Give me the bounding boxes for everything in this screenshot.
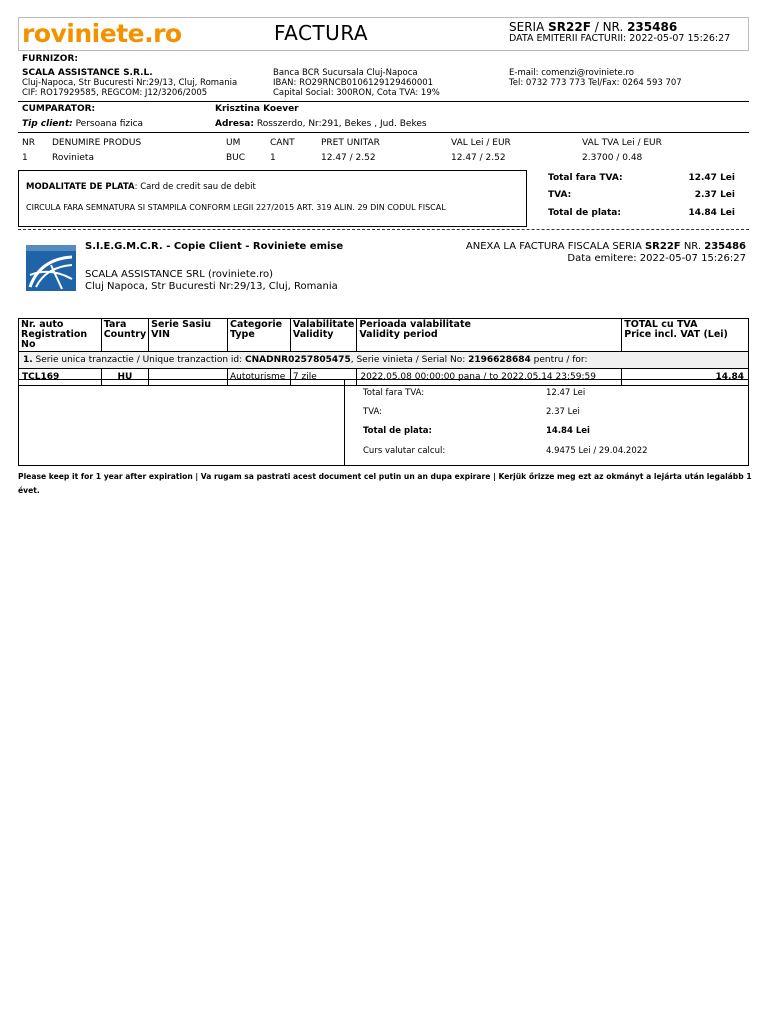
vat-label: TVA: [548,190,572,200]
product-um: BUC [226,153,246,163]
product-value: 12.47 / 2.52 [451,153,506,163]
th-period: Perioada valabilitate Validity period [357,319,622,352]
total-payable-value: 14.84 Lei [688,208,735,218]
summary-divider [344,379,345,466]
th-validity: Valabilitate Validity [290,319,356,352]
invoice-title: FACTURA [274,21,369,45]
cell-total: 14.84 [622,369,749,386]
cnadnr-logo-icon [26,245,76,291]
anexa-date: Data emitere: 2022-05-07 15:26:27 [567,253,746,264]
product-name: Rovinieta [52,153,94,163]
summary-vat-value: 2.37 Lei [546,407,580,417]
th-vin: Serie Sasiu VIN [149,319,228,352]
retention-note: Please keep it for 1 year after expiration | Va rugam sa pastrati acest document cel putin un an dupa expirare | Kerjük őrizze meg ezt az okmányt a lejárta után legalább 1 évet. [18,472,752,495]
th-registration: Nr. auto Registration No [19,319,102,352]
furnizor-email: E-mail: comenzi@roviniete.ro [509,68,634,78]
th-country: Tara Country [101,319,148,352]
product-price: 12.47 / 2.52 [321,153,376,163]
total-no-vat-label: Total fara TVA: [548,173,623,183]
table-header-row [19,319,749,352]
furnizor-bank: Banca BCR Sucursala Cluj-Napoca [273,68,418,78]
cell-type: Autoturisme [228,369,291,386]
cumparator-label: CUMPARATOR: [22,104,96,114]
summary-payable-label: Total de plata: [363,426,432,436]
th-total: TOTAL cu TVA Price incl. VAT (Lei) [622,319,749,352]
col-header-nr: NR [22,138,35,148]
total-payable-label: Total de plata: [548,208,621,218]
invoice-series: SERIA SR22F / NR. 235486 [509,20,678,34]
furnizor-name: SCALA ASSISTANCE S.R.L. [22,68,153,78]
payment-method: MODALITATE DE PLATA: Card de credit sau de debit [26,182,256,192]
vat-value: 2.37 Lei [694,190,735,200]
furnizor-capital: Capital Social: 300RON, Cota TVA: 19% [273,88,440,98]
roviniete-logo: roviniete.ro [22,19,182,48]
serial-cell: 1. Serie unica tranzactie / Unique tranzaction id: CNADNR0257805475, Serie vinieta / Serial No: 2196628684 pentru / for: [19,352,749,369]
anexa-company: SCALA ASSISTANCE SRL (roviniete.ro) [85,269,274,280]
product-qty: 1 [270,153,276,163]
furnizor-address: Cluj-Napoca, Str Bucuresti Nr:29/13, Cluj, Romania [22,78,238,88]
furnizor-label: FURNIZOR: [22,54,78,64]
col-header-value: VAL Lei / EUR [451,138,511,148]
summary-rate-label: Curs valutar calcul: [363,446,446,456]
col-header-product: DENUMIRE PRODUS [52,138,142,148]
vignette-table [18,318,749,386]
divider [18,132,749,133]
summary-rate-value: 4.9475 Lei / 29.04.2022 [546,446,648,456]
summary-vat-label: TVA: [363,407,382,417]
col-header-vat: VAL TVA Lei / EUR [582,138,662,148]
cumparator-name: Krisztina Koever [215,104,299,114]
client-address: Adresa: Rosszerdo, Nr:291, Bekes , Jud. Bekes [215,119,427,129]
invoice-date: DATA EMITERII FACTURII: 2022-05-07 15:26:27 [509,33,731,44]
cell-plate: TCL169 [19,369,102,386]
anexa-address: Cluj Napoca, Str Bucuresti Nr:29/13, Cluj, Romania [85,281,338,292]
cell-validity: 7 zile [290,369,356,386]
divider [18,101,749,102]
col-header-cant: CANT [270,138,295,148]
total-no-vat-value: 12.47 Lei [688,173,735,183]
furnizor-cif: CIF: RO17929585, REGCOM: J12/3206/2005 [22,88,208,98]
summary-no-vat-value: 12.47 Lei [546,388,586,398]
th-type: Categorie Type [228,319,291,352]
furnizor-phone: Tel: 0732 773 773 Tel/Fax: 0264 593 707 [509,78,682,88]
cut-line [18,229,749,230]
cell-country: HU [101,369,148,386]
payment-box [18,170,527,227]
col-header-price: PRET UNITAR [321,138,380,148]
col-header-um: UM [226,138,241,148]
client-type: Tip client: Persoana fizica [22,119,144,129]
furnizor-iban: IBAN: RO29RNCB0106129129460001 [273,78,434,88]
product-vat: 2.3700 / 0.48 [582,153,643,163]
payment-note: CIRCULA FARA SEMNATURA SI STAMPILA CONFORM LEGII 227/2015 ART. 319 ALIN. 29 DIN CODUL FISCAL [26,203,446,212]
summary-payable-value: 14.84 Lei [546,426,590,436]
anexa-ref: ANEXA LA FACTURA FISCALA SERIA SR22F NR. 235486 [465,241,746,252]
anexa-title: S.I.E.G.M.C.R. - Copie Client - Roviniete emise [85,241,344,252]
serial-row [19,352,749,369]
cell-period: 2022.05.08 00:00:00 pana / to 2022.05.14 23:59:59 [357,369,622,386]
product-nr: 1 [22,153,28,163]
summary-no-vat-label: Total fara TVA: [363,388,425,398]
